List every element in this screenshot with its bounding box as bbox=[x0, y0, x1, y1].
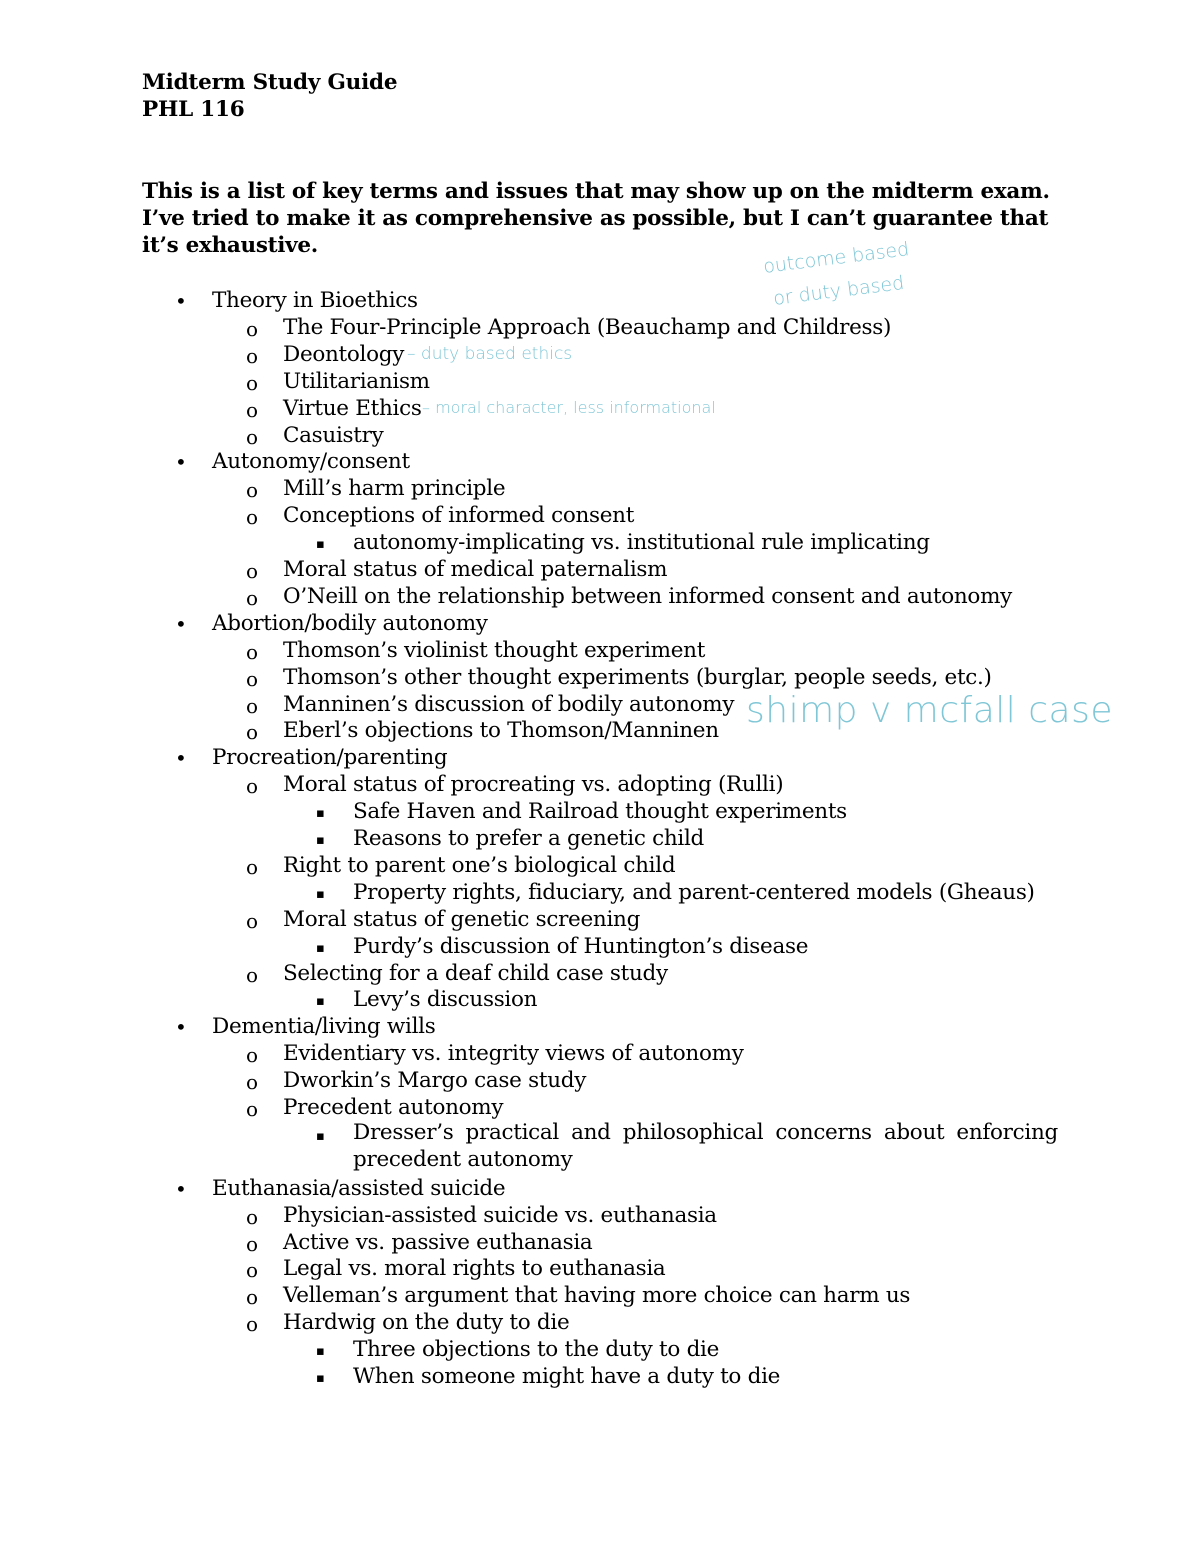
outline-item-level-3: Safe Haven and Railroad thought experiments bbox=[353, 799, 847, 825]
outline-item-level-3: When someone might have a duty to die bbox=[353, 1364, 781, 1389]
outline-marker-level-1: • bbox=[175, 450, 187, 475]
outline-marker-level-3: ▪ bbox=[316, 994, 325, 1010]
outline-marker-level-2: o bbox=[246, 505, 259, 530]
outline-item-level-3: Three objections to the duty to die bbox=[353, 1337, 720, 1363]
outline-marker-level-3: ▪ bbox=[316, 940, 325, 956]
outline-item-level-2: Casuistry bbox=[283, 422, 384, 448]
outline-item-level-2: Hardwig on the duty to die bbox=[283, 1310, 570, 1336]
outline-item-level-2: O’Neill on the relationship between informed consent and autonomy bbox=[283, 583, 1013, 609]
outline-marker-level-2: o bbox=[246, 1204, 259, 1229]
outline-marker-level-2: o bbox=[246, 343, 259, 368]
outline-item-level-3: Reasons to prefer a genetic child bbox=[353, 826, 705, 851]
outline-marker-level-2: o bbox=[246, 774, 259, 799]
outline-marker-level-1: • bbox=[175, 746, 187, 771]
outline-marker-level-2: o bbox=[246, 693, 259, 718]
document-title: Midterm Study Guide bbox=[142, 70, 398, 95]
outline-item-level-2: Selecting for a deaf child case study bbox=[283, 960, 668, 986]
outline-marker-level-2: o bbox=[246, 1312, 259, 1337]
outline-item-level-2: Mill’s harm principle bbox=[283, 476, 506, 502]
course-code: PHL 116 bbox=[142, 97, 245, 122]
outline-marker-level-2: o bbox=[246, 478, 259, 503]
handwritten-note-virtue: – moral character, less informational bbox=[422, 398, 716, 417]
outline-item-level-2: Thomson’s violinist thought experiment bbox=[283, 637, 706, 663]
outline-item-level-2: Physician-assisted suicide vs. euthanasia bbox=[283, 1202, 717, 1228]
outline-item-level-1: Dementia/living wills bbox=[212, 1014, 436, 1040]
outline-item-level-1: Euthanasia/assisted suicide bbox=[212, 1175, 506, 1201]
outline-item-level-1: Abortion/bodily autonomy bbox=[212, 610, 488, 636]
outline-item-level-3: Property rights, fiduciary, and parent-centered models (Gheaus) bbox=[353, 879, 1035, 905]
outline-item-level-2: Legal vs. moral rights to euthanasia bbox=[283, 1256, 666, 1282]
outline-item-level-3: autonomy-implicating vs. institutional rule implicating bbox=[353, 530, 930, 556]
outline-marker-level-3: ▪ bbox=[316, 1128, 325, 1144]
handwritten-note-case: shimp v mcfall case bbox=[746, 690, 1113, 731]
outline-marker-level-2: o bbox=[246, 1231, 259, 1256]
outline-marker-level-2: o bbox=[246, 397, 259, 422]
outline-item-level-2: Moral status of medical paternalism bbox=[283, 557, 668, 582]
outline-marker-level-2: o bbox=[246, 370, 259, 395]
outline-marker-level-2: o bbox=[246, 1070, 259, 1095]
outline-marker-level-2: o bbox=[246, 585, 259, 610]
outline-item-level-2: Evidentiary vs. integrity views of autonomy bbox=[283, 1041, 744, 1067]
handwritten-note-duty: or duty based bbox=[772, 271, 906, 310]
outline-marker-level-2: o bbox=[246, 854, 259, 879]
outline-item-level-1: Theory in Bioethics bbox=[212, 288, 418, 313]
handwritten-note-deontology: – duty based ethics bbox=[407, 344, 573, 364]
outline-item-level-2: Precedent autonomy bbox=[283, 1095, 504, 1120]
outline-marker-level-2: o bbox=[246, 1097, 259, 1121]
outline-item-level-1: Autonomy/consent bbox=[212, 449, 410, 475]
outline-marker-level-2: o bbox=[246, 559, 259, 583]
outline-item-level-2: The Four-Principle Approach (Beauchamp and Childress) bbox=[283, 314, 892, 340]
outline-marker-level-2: o bbox=[246, 666, 259, 691]
outline-item-level-2: Utilitarianism bbox=[283, 368, 430, 394]
outline-marker-level-1: • bbox=[175, 611, 187, 636]
outline-item-level-2: Dworkin’s Margo case study bbox=[283, 1068, 587, 1094]
outline-item-level-2: Virtue Ethics bbox=[283, 395, 422, 421]
outline-item-level-2: Right to parent one’s biological child bbox=[283, 852, 676, 878]
outline-marker-level-1: • bbox=[175, 1015, 187, 1040]
outline-item-level-3: Purdy’s discussion of Huntington’s disease bbox=[353, 933, 809, 959]
outline-marker-level-3: ▪ bbox=[316, 537, 325, 553]
outline-marker-level-2: o bbox=[246, 908, 259, 933]
outline-marker-level-1: • bbox=[175, 1176, 187, 1201]
outline-item-level-2: Eberl’s objections to Thomson/Manninen bbox=[283, 718, 719, 744]
outline-item-level-2: Manninen’s discussion of bodily autonomy bbox=[283, 691, 735, 717]
outline-marker-level-2: o bbox=[246, 962, 259, 987]
outline-marker-level-3: ▪ bbox=[316, 886, 325, 902]
outline-item-level-2: Moral status of genetic screening bbox=[283, 906, 641, 932]
outline-item-level-2: Deontology bbox=[283, 341, 405, 367]
outline-marker-level-3: ▪ bbox=[316, 806, 325, 822]
outline-marker-level-3: ▪ bbox=[316, 1371, 325, 1386]
outline-marker-level-2: o bbox=[246, 1258, 259, 1283]
outline-item-level-2: Moral status of procreating vs. adopting (Rulli) bbox=[283, 772, 784, 798]
outline-item-level-2: Conceptions of informed consent bbox=[283, 503, 635, 529]
outline-marker-level-3: ▪ bbox=[316, 833, 325, 848]
outline-item-level-3: Levy’s discussion bbox=[353, 987, 538, 1013]
outline-marker-level-2: o bbox=[246, 1043, 259, 1068]
outline-marker-level-2: o bbox=[246, 316, 259, 341]
outline-marker-level-2: o bbox=[246, 424, 259, 449]
handwritten-note-outcome: outcome based bbox=[762, 238, 911, 278]
outline-marker-level-2: o bbox=[246, 720, 259, 745]
outline-item-level-2: Thomson’s other thought experiments (burglar, people seeds, etc.) bbox=[283, 664, 992, 690]
outline-item-level-2: Active vs. passive euthanasia bbox=[283, 1229, 593, 1255]
outline-item-level-3: Dresser’s practical and philosophical concerns about enforcing precedent autonomy bbox=[353, 1119, 1058, 1172]
outline-marker-level-2: o bbox=[246, 1285, 259, 1310]
outline-marker-level-3: ▪ bbox=[316, 1344, 325, 1360]
intro-paragraph: This is a list of key terms and issues that may show up on the midterm exam. I’ve tried to make it as comprehensive as possible, but I can’t guarantee that it’s exhaustive. bbox=[142, 179, 1050, 258]
outline-marker-level-1: • bbox=[175, 289, 187, 313]
outline-item-level-2: Velleman’s argument that having more choice can harm us bbox=[283, 1283, 911, 1309]
outline-marker-level-2: o bbox=[246, 639, 259, 664]
outline-item-level-1: Procreation/parenting bbox=[212, 745, 448, 771]
